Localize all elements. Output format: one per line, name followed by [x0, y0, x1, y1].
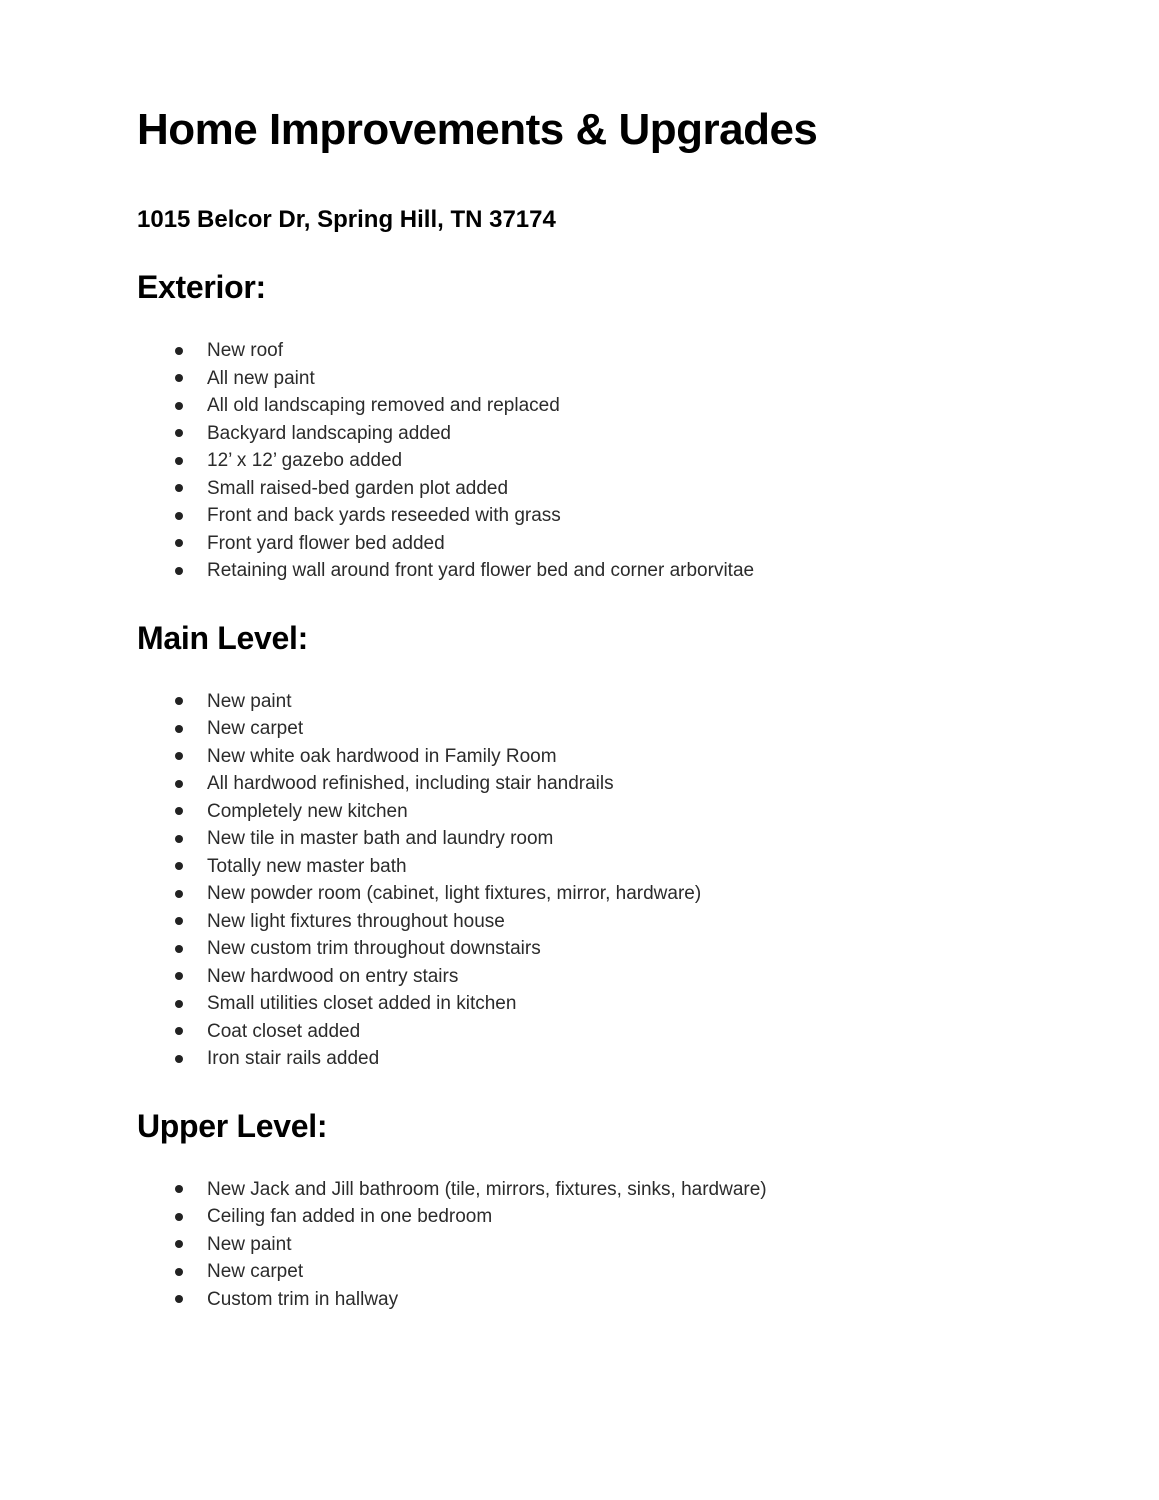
list-item: Small utilities closet added in kitchen: [207, 990, 1039, 1018]
list-item: New paint: [207, 1231, 1039, 1259]
list-item: New custom trim throughout downstairs: [207, 935, 1039, 963]
list-item: New carpet: [207, 715, 1039, 743]
section-heading-main-level: Main Level:: [137, 619, 308, 656]
list-item: Totally new master bath: [207, 853, 1039, 881]
list-item: Coat closet added: [207, 1018, 1039, 1046]
sections: [137, 268, 1039, 1313]
list-item: Ceiling fan added in one bedroom: [207, 1203, 1039, 1231]
bullet-list-main-level: [137, 688, 1039, 1073]
list-item: Retaining wall around front yard flower bed and corner arborvitae: [207, 557, 1039, 585]
list-item: New white oak hardwood in Family Room: [207, 743, 1039, 771]
list-item: Front and back yards reseeded with grass: [207, 502, 1039, 530]
list-item: New hardwood on entry stairs: [207, 963, 1039, 991]
list-item: Iron stair rails added: [207, 1045, 1039, 1073]
list-item: All hardwood refinished, including stair handrails: [207, 770, 1039, 798]
list-item: New light fixtures throughout house: [207, 908, 1039, 936]
list-item: Custom trim in hallway: [207, 1286, 1039, 1314]
list-item: Completely new kitchen: [207, 798, 1039, 826]
list-item: Small raised-bed garden plot added: [207, 475, 1039, 503]
section-heading-exterior: Exterior:: [137, 269, 266, 305]
list-item: Front yard flower bed added: [207, 530, 1039, 558]
list-item: Backyard landscaping added: [207, 420, 1039, 448]
list-item: 12’ x 12’ gazebo added: [207, 447, 1039, 475]
list-item: New Jack and Jill bathroom (tile, mirrors, fixtures, sinks, hardware): [207, 1176, 1039, 1204]
list-item: New tile in master bath and laundry room: [207, 825, 1039, 853]
bullet-list-exterior: [137, 337, 1039, 585]
list-item: New roof: [207, 337, 1039, 365]
property-address: 1015 Belcor Dr, Spring Hill, TN 37174: [137, 206, 556, 233]
list-item: New powder room (cabinet, light fixtures, mirror, hardware): [207, 880, 1039, 908]
list-item: All new paint: [207, 365, 1039, 393]
bullet-list-upper-level: [137, 1176, 1039, 1314]
list-item: New paint: [207, 688, 1039, 716]
list-item: New carpet: [207, 1258, 1039, 1286]
section-heading-upper-level: Upper Level:: [137, 1107, 328, 1144]
list-item: All old landscaping removed and replaced: [207, 392, 1039, 420]
document-title: Home Improvements & Upgrades: [137, 105, 818, 154]
